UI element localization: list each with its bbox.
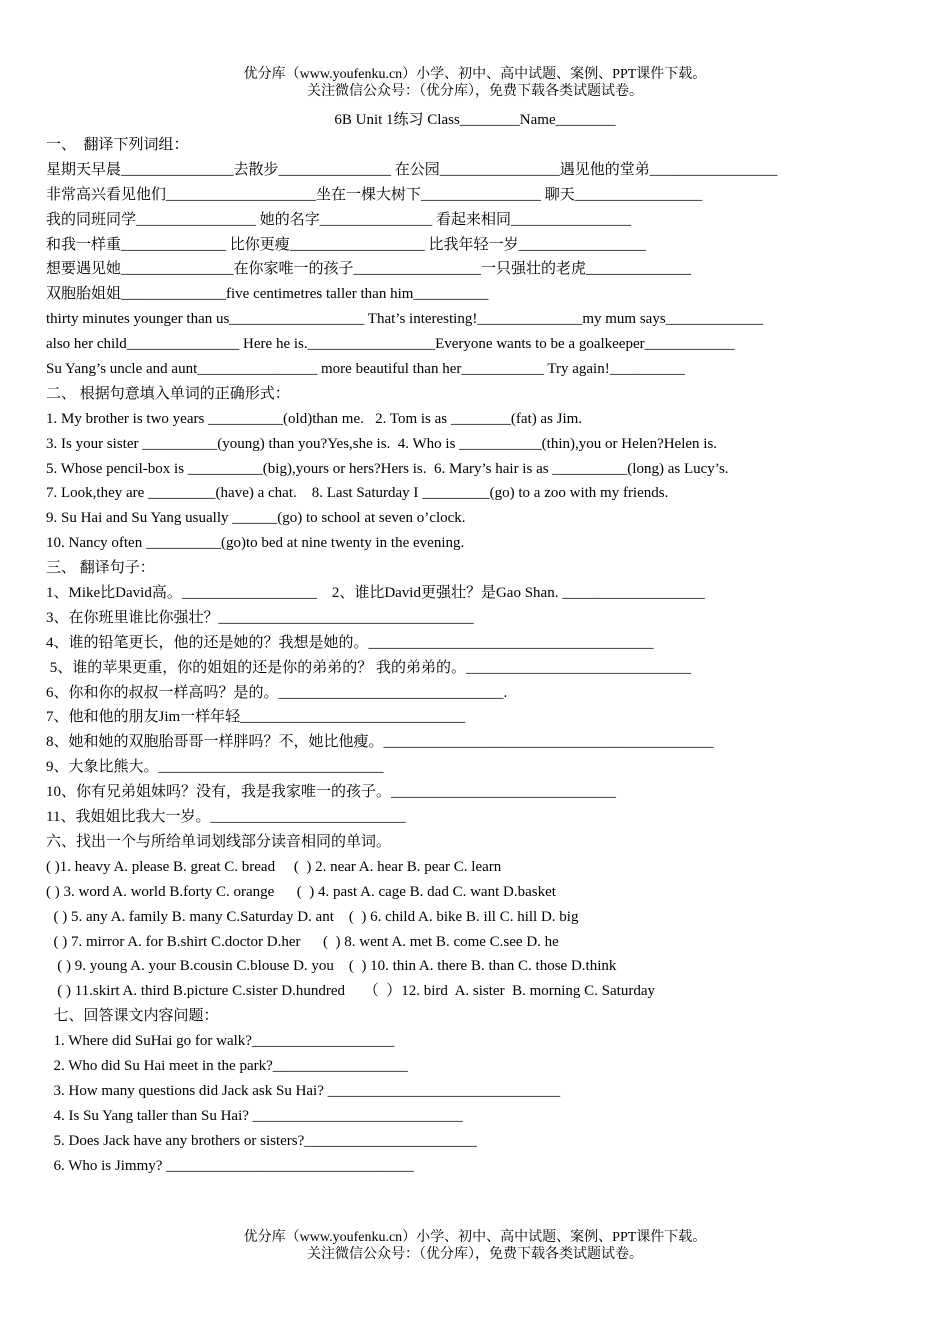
worksheet-line: 4. Is Su Yang taller than Su Hai? ____________________________ <box>46 1107 463 1124</box>
worksheet-line: 3. How many questions did Jack ask Su Hai? _______________________________ <box>46 1082 561 1099</box>
worksheet-line: 10、你有兄弟姐妹吗？没有，我是我家唯一的孩子。______________________________ <box>46 784 617 801</box>
worksheet-line: 三、 翻译句子： <box>46 560 155 577</box>
worksheet-line: 六、找出一个与所给单词划线部分读音相同的单词。 <box>46 833 392 850</box>
worksheet-line: 5. Whose pencil-box is __________(big),yours or hers?Hers is. 6. Mary’s hair is as __________(long) as Lucy’s. <box>46 460 729 477</box>
worksheet-line: 非常高兴看见他们____________________坐在一棵大树下________________ 聊天_________________ <box>46 186 703 203</box>
worksheet-line: 1、Mike比David高。__________________ 2、谁比David更强壮？是Gao Shan. ___________________ <box>46 585 705 602</box>
worksheet-line: 5、谁的苹果更重，你的姐姐的还是你的弟弟的？ 我的弟弟的。______________________________ <box>46 659 692 676</box>
worksheet-body <box>46 133 926 1178</box>
worksheet-line: 双胞胎姐姐______________five centimetres taller than him__________ <box>46 286 489 303</box>
worksheet-line: ( ) 11.skirt A. third B.picture C.sister D.hundred （ ）12. bird A. sister B. morning C. Saturday <box>46 983 655 1000</box>
worksheet-line: 七、回答课文内容问题： <box>46 1008 219 1025</box>
worksheet-line: 1. My brother is two years __________(old)than me. 2. Tom is as ________(fat) as Jim. <box>46 410 583 427</box>
page-header <box>0 66 950 100</box>
worksheet-line: 3、在你班里谁比你强壮？__________________________________ <box>46 609 474 626</box>
worksheet-line: 9. Su Hai and Su Yang usually ______(go) to school at seven o’clock. <box>46 510 466 527</box>
page-footer <box>0 1229 950 1263</box>
worksheet-line: 8、她和她的双胞胎哥哥一样胖吗？不，她比他瘦。____________________________________________ <box>46 734 714 751</box>
worksheet-line: 10. Nancy often __________(go)to bed at nine twenty in the evening. <box>46 535 465 552</box>
worksheet-line: 我的同班同学________________ 她的名字_______________ 看起来相同________________ <box>46 211 632 228</box>
worksheet-line: ( ) 5. any A. family B. many C.Saturday D. ant ( ) 6. child A. bike B. ill C. hill D. big <box>46 908 579 925</box>
worksheet-line: 二、 根据句意填入单词的正确形式： <box>46 385 290 402</box>
worksheet-line: 一、 翻译下列词组： <box>46 137 189 153</box>
header-line-1: 优分库（www.youfenku.cn）小学、初中、高中试题、案例、PPT课件下载。 <box>243 67 707 82</box>
worksheet-line: 6. Who is Jimmy? _________________________________ <box>46 1157 414 1174</box>
worksheet-line: 3. Is your sister __________(young) than you?Yes,she is. 4. Who is ___________(thin),you or Helen?Helen is. <box>46 435 718 452</box>
worksheet-line: also her child_______________ Here he is._________________Everyone wants to be a goalkeeper____________ <box>46 336 735 353</box>
worksheet-line: 2. Who did Su Hai meet in the park?__________________ <box>46 1057 408 1074</box>
worksheet-line: 5. Does Jack have any brothers or sisters?_______________________ <box>46 1132 477 1149</box>
header-line-2: 关注微信公众号：（优分库），免费下载各类试题试卷。 <box>307 84 643 99</box>
worksheet-line: 11、我姐姐比我大一岁。__________________________ <box>46 809 406 826</box>
worksheet-line: 9、大象比熊大。______________________________ <box>46 759 384 776</box>
worksheet-line: ( ) 3. word A. world B.forty C. orange ( ) 4. past A. cage B. dad C. want D.basket <box>46 883 556 900</box>
worksheet-line: 4、谁的铅笔更长，他的还是她的？我想是她的。______________________________________ <box>46 634 654 651</box>
worksheet-line: 1. Where did SuHai go for walk?___________________ <box>46 1033 395 1050</box>
worksheet-line: Su Yang’s uncle and aunt________________ more beautiful than her___________ Try again!__________ <box>46 361 685 378</box>
footer-line-2: 关注微信公众号：（优分库），免费下载各类试题试卷。 <box>307 1247 643 1262</box>
worksheet-line: ( ) 9. young A. your B.cousin C.blouse D. you ( ) 10. thin A. there B. than C. those D.think <box>46 958 617 975</box>
worksheet-line: ( )1. heavy A. please B. great C. bread ( ) 2. near A. hear B. pear C. learn <box>46 858 502 875</box>
worksheet-line: 和我一样重______________ 比你更瘦__________________ 比我年轻一岁_________________ <box>46 236 647 253</box>
worksheet-line: 星期天早晨_______________去散步_______________ 在公园________________遇见他的堂弟_________________ <box>46 161 778 178</box>
worksheet-line: 想要遇见她_______________在你家唯一的孩子_________________一只强壮的老虎______________ <box>46 261 692 278</box>
worksheet-title: 6B Unit 1练习 Class________Name________ <box>334 112 616 128</box>
worksheet-line: thirty minutes younger than us__________________ That’s interesting!______________my mum says_____________ <box>46 311 764 328</box>
worksheet-line: 7. Look,they are _________(have) a chat. 8. Last Saturday I _________(go) to a zoo with my friends. <box>46 485 669 502</box>
worksheet-line: ( ) 7. mirror A. for B.shirt C.doctor D.her ( ) 8. went A. met B. come C.see D. he <box>46 933 559 950</box>
worksheet-line: 6、你和你的叔叔一样高吗？是的。______________________________. <box>46 684 508 701</box>
worksheet-line: 7、他和他的朋友Jim一样年轻______________________________ <box>46 709 466 726</box>
footer-line-1: 优分库（www.youfenku.cn）小学、初中、高中试题、案例、PPT课件下载。 <box>243 1230 707 1245</box>
